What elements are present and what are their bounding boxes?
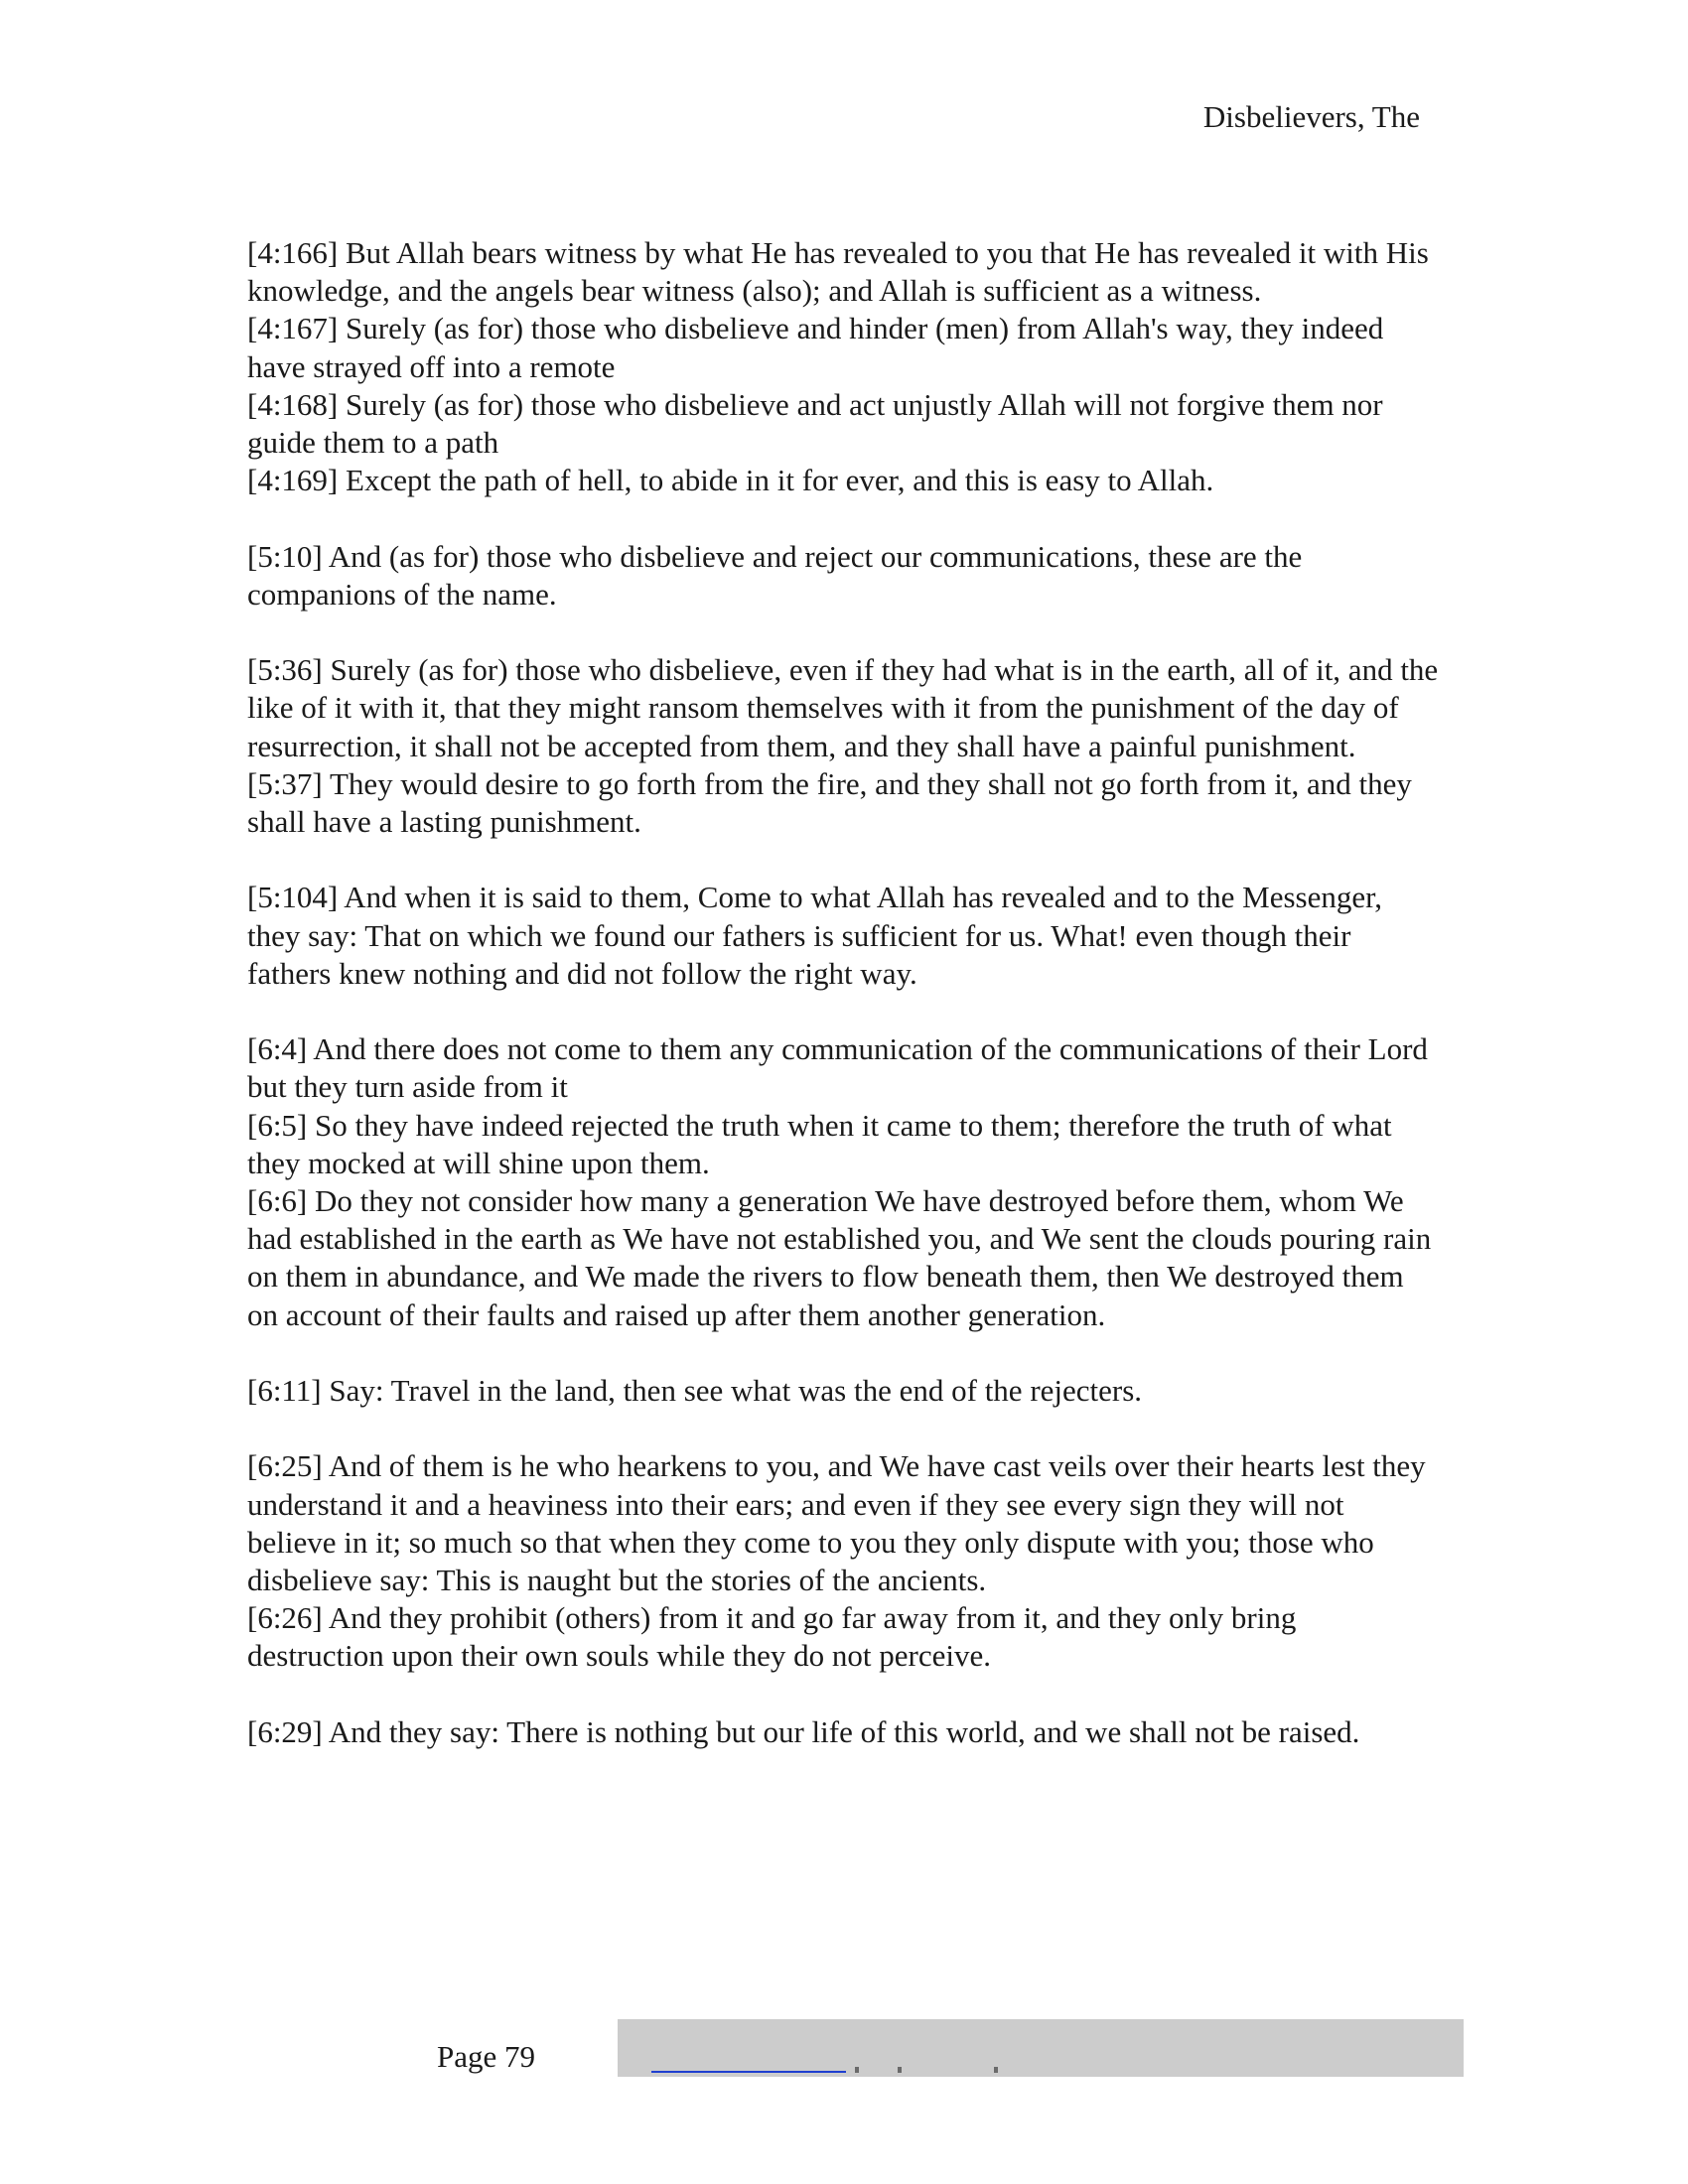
footer-link[interactable] — [651, 2071, 846, 2073]
page-number: Page 79 — [437, 2039, 536, 2074]
verse-5-36: [5:36] Surely (as for) those who disbelieve, even if they had what is in the earth, all of it, and the like of it with it, that they might ransom themselves with it from the punishment of the day of resurrection, it shall not be accepted from them, and they shall have a painful punishment. — [247, 652, 1439, 763]
verse-group — [247, 651, 1439, 841]
verse-5-104: [5:104] And when it is said to them, Come to what Allah has revealed and to the Messenger, they say: That on which we found our fathers is sufficient for us. What! even though their fathers knew nothing and did not follow the right way. — [247, 880, 1382, 991]
verse-group — [247, 1447, 1439, 1675]
verse-group — [247, 1713, 1439, 1751]
verse-4-169: [4:169] Except the path of hell, to abide in it for ever, and this is easy to Allah. — [247, 463, 1214, 498]
verse-content — [247, 234, 1439, 1789]
verse-6-25: [6:25] And of them is he who hearkens to you, and We have cast veils over their hearts lest they understand it and a heaviness into their ears; and even if they see every sign they will not believe in it; so much so that when they come to you they only dispute with you; those who disbelieve say: This is naught but the stories of the ancients. — [247, 1448, 1426, 1598]
verse-6-11: [6:11] Say: Travel in the land, then see what was the end of the rejecters. — [247, 1373, 1143, 1409]
verse-6-29: [6:29] And they say: There is nothing but our life of this world, and we shall not be raised. — [247, 1713, 1360, 1749]
verse-6-6: [6:6] Do they not consider how many a generation We have destroyed before them, whom We had established in the earth as We have not established you, and We sent the clouds pouring rain on them in abundance, and We made the rivers to flow beneath them, then We destroyed them on account of their faults and raised up after them another generation. — [247, 1183, 1432, 1332]
verse-6-5: [6:5] So they have indeed rejected the truth when it came to them; therefore the truth of what they mocked at will shine upon them. — [247, 1107, 1392, 1180]
verse-group — [247, 879, 1439, 993]
verse-4-167: [4:167] Surely (as for) those who disbelieve and hinder (men) from Allah's way, they indeed have strayed off into a remote — [247, 311, 1384, 384]
verse-group — [247, 1030, 1439, 1334]
verse-4-166: [4:166] But Allah bears witness by what He has revealed to you that He has revealed it with His knowledge, and the angels bear witness (also); and Allah is sufficient as a witness. — [247, 235, 1429, 309]
footer-text-fragment — [994, 2067, 998, 2073]
footer-text-fragment — [855, 2067, 859, 2073]
verse-6-26: [6:26] And they prohibit (others) from it and go far away from it, and they only bring destruction upon their own souls while they do not perceive. — [247, 1600, 1297, 1674]
page-footer — [0, 2019, 1688, 2077]
footer-banner — [618, 2019, 1464, 2077]
verse-group — [247, 538, 1439, 614]
footer-text-fragment — [898, 2067, 902, 2073]
page-header-title: Disbelievers, The — [1202, 99, 1420, 134]
verse-group — [247, 1372, 1439, 1410]
verse-5-37: [5:37] They would desire to go forth from the fire, and they shall not go forth from it, and they shall have a lasting punishment. — [247, 765, 1412, 840]
verse-5-10: [5:10] And (as for) those who disbelieve and reject our communications, these are the companions of the name. — [247, 538, 1303, 612]
verse-group — [247, 234, 1439, 499]
verse-6-4: [6:4] And there does not come to them any communication of the communications of their Lord but they turn aside from it — [247, 1031, 1428, 1105]
verse-4-168: [4:168] Surely (as for) those who disbelieve and act unjustly Allah will not forgive them nor guide them to a path — [247, 386, 1383, 461]
